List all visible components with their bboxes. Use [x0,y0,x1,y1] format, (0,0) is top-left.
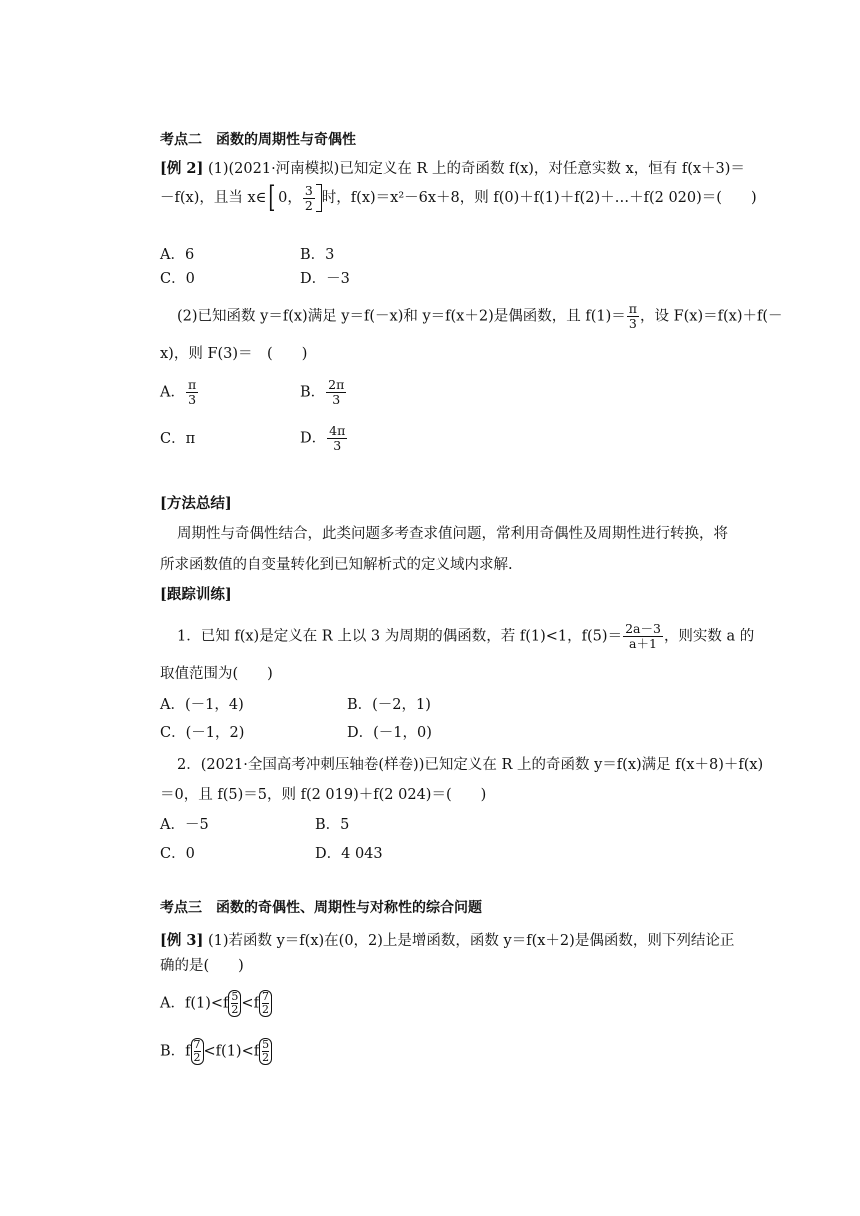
frac-den: 2 [262,1051,270,1064]
frac-den: a＋1 [629,636,657,651]
method-summary-title: [方法总结] [160,495,232,512]
frac-num: 4π [329,423,346,438]
frac-num: 5 [231,990,239,1003]
frac-den: 3 [333,438,342,453]
example2-q2-option-b [300,378,347,407]
practice1-text1a: 1．已知 f(x)是定义在 R 上以 3 为周期的偶函数，若 f(1)<1，f(5)＝ [177,628,623,645]
frac-num: 5 [262,1038,270,1051]
frac-den: 2 [193,1051,201,1064]
practice2-option-b: B．5 [315,817,350,833]
q2-frac-num: π [628,301,637,316]
practice1-option-d: D．(－1，0) [347,725,432,741]
option-fraction [186,378,198,407]
practice1-line1 [177,622,754,651]
interval-bracket [266,180,321,215]
option-label: B． [160,1043,186,1060]
example3-q1-line1 [160,932,734,950]
q2-fraction [627,302,639,331]
example2-q1-line1 [160,160,745,178]
frac-den: 3 [188,392,197,407]
frac-den: 3 [332,392,341,407]
paren-fraction [228,990,241,1017]
frac-num: 2a－3 [625,621,661,636]
frac-num: π [187,377,197,392]
practice2-option-d: D．4 043 [315,846,383,862]
method-summary-text1: 周期性与奇偶性结合，此类问题多考查求值问题，常利用奇偶性及周期性进行转换，将 [177,526,728,542]
practice-title: [跟踪训练] [160,586,232,603]
option-text: <f [241,995,259,1012]
interval-left: 0， [278,190,302,206]
example2-q2-line1 [177,302,783,331]
frac-num: 7 [261,990,269,1003]
paren-fraction [191,1038,204,1065]
example2-q2-option-d [300,424,348,453]
paren-fraction [259,1038,272,1065]
example2-q2-text1b: ，设 F(x)＝f(x)＋f(－ [639,308,783,325]
example2-label: [例 2] [160,160,204,177]
practice2-option-a: A．－5 [160,817,209,833]
frac-num: 2π [328,377,345,392]
practice1-option-c: C．(－1，2) [160,725,245,741]
q2-frac-den: 3 [628,316,637,331]
option-label: A． [160,384,185,401]
practice1-line2: 取值范围为( ) [160,666,273,682]
practice2-line2: ＝0，且 f(5)＝5，则 f(2 019)＋f(2 024)＝( ) [160,787,487,803]
example3-option-a [160,990,272,1017]
practice2-line1: 2．(2021·全国高考冲刺压轴卷(样卷))已知定义在 R 上的奇函数 y＝f(x)满足 f(x＋8)＋f(x) [177,757,764,773]
example2-q1-option-c: C．0 [160,271,195,287]
example2-q1-option-d: D．－3 [300,271,350,287]
frac-num: 7 [193,1038,201,1051]
frac-den: 2 [261,1003,269,1016]
frac-den: 2 [231,1003,239,1016]
option-fraction [326,378,346,407]
example3-option-b [160,1038,272,1065]
example2-q1-text: (1)(2021·河南模拟)已知定义在 R 上的奇函数 f(x)，对任意实数 x，恒有 f(x＋3)＝ [207,161,745,177]
example2-q1-line2 [160,180,757,215]
option-text: f(1)<f [184,995,229,1012]
example3-q1-text: (1)若函数 y＝f(x)在(0，2)上是增函数，函数 y＝f(x＋2)是偶函数，则下列结论正 [207,933,735,949]
option-text: <f(1)<f [203,1043,260,1060]
example2-q1-text2a: －f(x)，且当 x∈ [160,190,267,206]
example2-q2-line2: x)，则 F(3)＝ ( ) [160,346,308,362]
practice2-option-c: C．0 [160,846,195,862]
option-label: A． [160,995,185,1012]
section-title-3: 考点三 函数的奇偶性、周期性与对称性的综合问题 [160,900,482,916]
example2-q1-text2b: 时，f(x)＝x²－6x＋8，则 f(0)＋f(1)＋f(2)＋…＋f(2 020)＝( ) [321,190,757,206]
left-bracket-icon: [ [268,180,276,215]
practice1-text1b: ，则实数 a 的 [663,628,755,645]
option-label: B． [300,384,326,401]
option-fraction [327,424,347,453]
interval-num: 3 [304,182,313,198]
paren-fraction [259,990,272,1017]
example2-q1-option-a: A．6 [160,247,195,263]
interval-fraction [303,184,315,213]
practice1-fraction [623,622,663,651]
practice1-option-b: B．(－2，1) [347,697,431,713]
method-summary-text2: 所求函数值的自变量转化到已知解析式的定义域内求解. [160,557,513,573]
section-title-2: 考点二 函数的周期性与奇偶性 [160,132,356,148]
practice1-option-a: A．(－1，4) [160,697,244,713]
example2-q2-text1a: (2)已知函数 y＝f(x)满足 y＝f(－x)和 y＝f(x＋2)是偶函数，且 f(1)＝ [177,308,626,325]
example2-q1-option-b: B．3 [300,247,335,263]
example3-label: [例 3] [160,932,204,949]
example3-q1-line2: 确的是( ) [160,958,244,974]
option-text: f [185,1043,191,1060]
option-label: D． [300,430,327,447]
example2-q2-option-a [160,378,199,407]
example2-q2-option-c: C．π [160,431,196,447]
interval-den: 2 [304,197,313,213]
